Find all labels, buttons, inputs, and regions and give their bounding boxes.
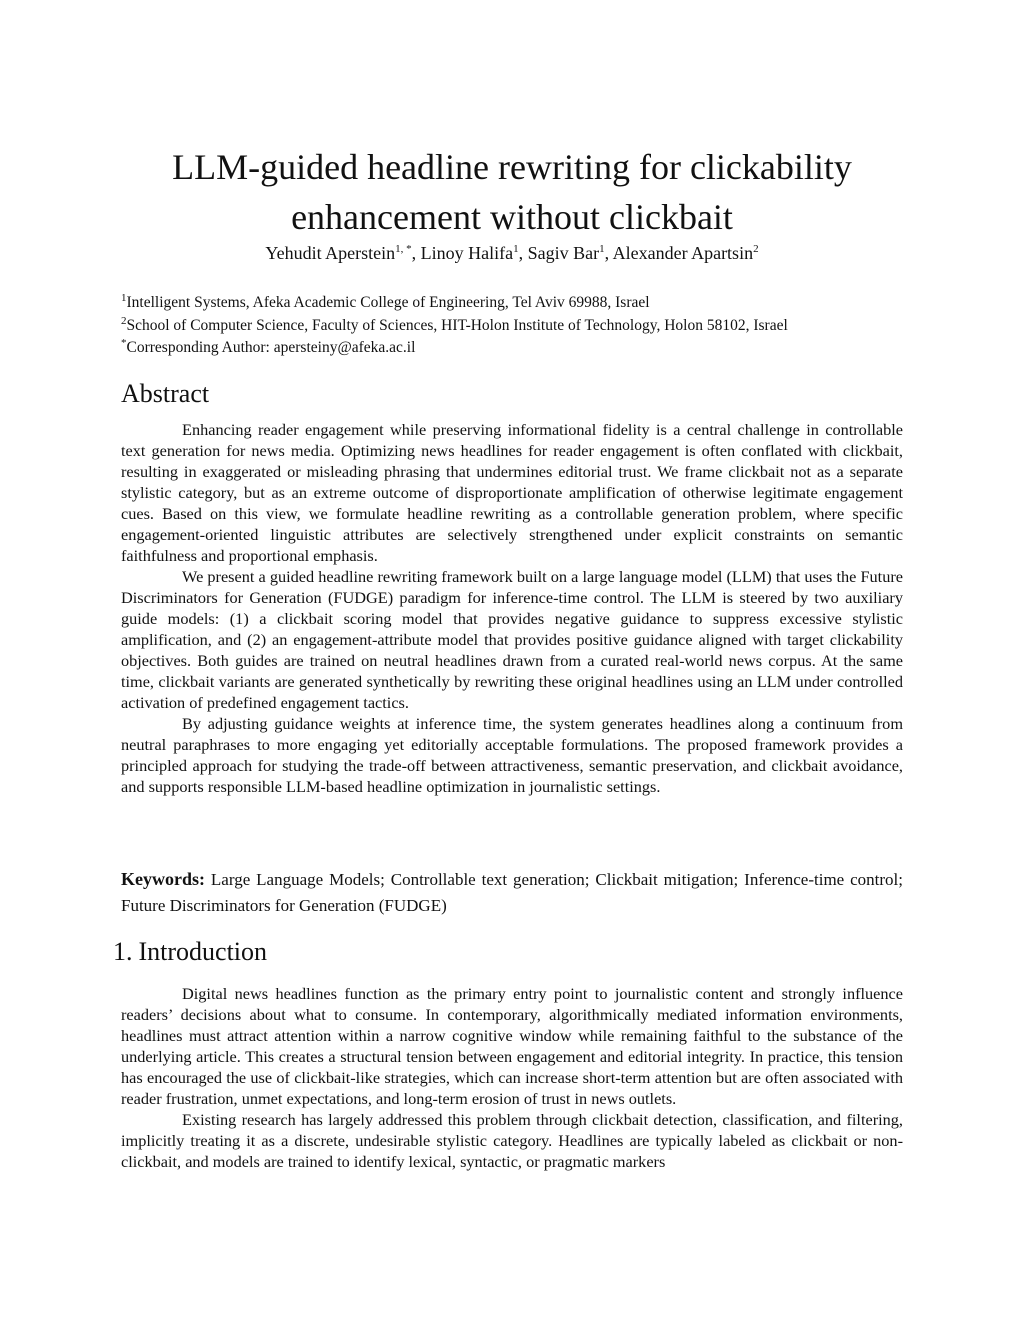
- author-affiliation-mark: 1, *: [395, 243, 412, 255]
- author-affiliation-mark: 1: [599, 243, 605, 255]
- author-affiliation-mark: 1: [513, 243, 519, 255]
- section-title: Introduction: [138, 937, 268, 966]
- keywords-block: [121, 866, 903, 919]
- abstract-paragraph: By adjusting guidance weights at inference time, the system generates headlines along a continuum from neutral paraphrases to more engaging yet editorially acceptable formulations. The proposed framework provides a principled approach for studying the trade-off between attractiveness, semantic preservation, and clickbait avoidance, and supports responsible LLM-based headline optimization in journalistic settings.: [121, 714, 903, 796]
- abstract-paragraph: Enhancing reader engagement while preserving informational fidelity is a central challenge in controllable text generation for news media. Optimizing news headlines for reader engagement is often conflated with clickbait, resulting in exaggerated or misleading phrasing that undermines editorial trust. We frame clickbait not as a separate stylistic category, but as an extreme outcome of disproportionate amplification of otherwise legitimate engagement cues. Based on this view, we formulate headline rewriting as a controllable generation problem, where specific engagement-oriented linguistic attributes are selectively strengthened under explicit constraints on semantic faithfulness and proportional emphasis.: [121, 420, 903, 565]
- introduction-body: [121, 983, 903, 1172]
- section-heading-introduction: [113, 936, 267, 968]
- affiliation-mark: 2: [121, 314, 127, 327]
- affiliations: [121, 292, 911, 360]
- abstract-heading: Abstract: [121, 379, 210, 408]
- author-affiliation-mark: 2: [753, 243, 759, 255]
- introduction-paragraph: Digital news headlines function as the primary entry point to journalistic content and strongly influence readers’ decisions about what to consume. In contemporary, algorithmically mediated information environments, headlines must attract attention within a narrow cognitive window while remaining faithful to the substance of the underlying article. This creates a structural tension between engagement and editorial integrity. In practice, this tension has encouraged the use of clickbait-like strategies, which can increase short-term attention but are often associated with reader frustration, unmet expectations, and long-term erosion of trust in news outlets.: [121, 984, 903, 1108]
- author-separator: ,: [604, 243, 613, 263]
- author-name: Sagiv Bar: [527, 243, 600, 263]
- corresponding-author-text: Corresponding Author: apersteiny@afeka.ac.il: [126, 339, 416, 356]
- author-name: Linoy Halifa: [420, 243, 514, 263]
- keywords-text: Large Language Models; Controllable text generation; Clickbait mitigation; Inference-time control; Future Discriminators for Generation (FUDGE): [121, 870, 903, 915]
- section-number: 1.: [113, 937, 133, 966]
- author-name: Alexander Apartsin: [612, 243, 754, 263]
- title-line-1: LLM-guided headline rewriting for clickability: [172, 147, 852, 187]
- keywords-label: Keywords:: [121, 869, 205, 889]
- abstract-paragraph: We present a guided headline rewriting framework built on a large language model (LLM) that uses the Future Discriminators for Generation (FUDGE) paradigm for inference-time control. The LLM is steered by two auxiliary guide models: (1) a clickbait scoring model that provides negative guidance to suppress excessive stylistic amplification, and (2) an engagement-attribute model that provides positive guidance aligned with target clickability objectives. Both guides are trained on neutral headlines drawn from a curated real-world news corpus. At the same time, clickbait variants are generated synthetically by rewriting these original headlines using an LLM under controlled activation of predefined engagement tactics.: [121, 567, 903, 712]
- author-name: Yehudit Aperstein: [265, 243, 396, 263]
- affiliation-text: School of Computer Science, Faculty of Sciences, HIT-Holon Institute of Technology, Holon 58102, Israel: [126, 316, 788, 334]
- affiliation-mark: *: [121, 336, 127, 349]
- affiliation-mark: 1: [121, 291, 127, 304]
- affiliation-line: [121, 315, 911, 338]
- title-line-2: enhancement without clickbait: [291, 197, 733, 237]
- author-list: [0, 240, 1024, 266]
- author-separator: ,: [411, 243, 421, 263]
- abstract-body: [121, 419, 903, 797]
- corresponding-author-line: [121, 337, 911, 360]
- author-separator: ,: [518, 243, 528, 263]
- paper-title: [0, 142, 1024, 242]
- affiliation-line: [121, 292, 911, 315]
- affiliation-text: Intelligent Systems, Afeka Academic College of Engineering, Tel Aviv 69988, Israel: [126, 294, 650, 311]
- introduction-paragraph: Existing research has largely addressed this problem through clickbait detection, classification, and filtering, implicitly treating it as a discrete, undesirable stylistic category. Headlines are typically labeled as clickbait or non-clickbait, and models are trained to identify lexical, syntactic, or pragmatic markers: [121, 1110, 903, 1171]
